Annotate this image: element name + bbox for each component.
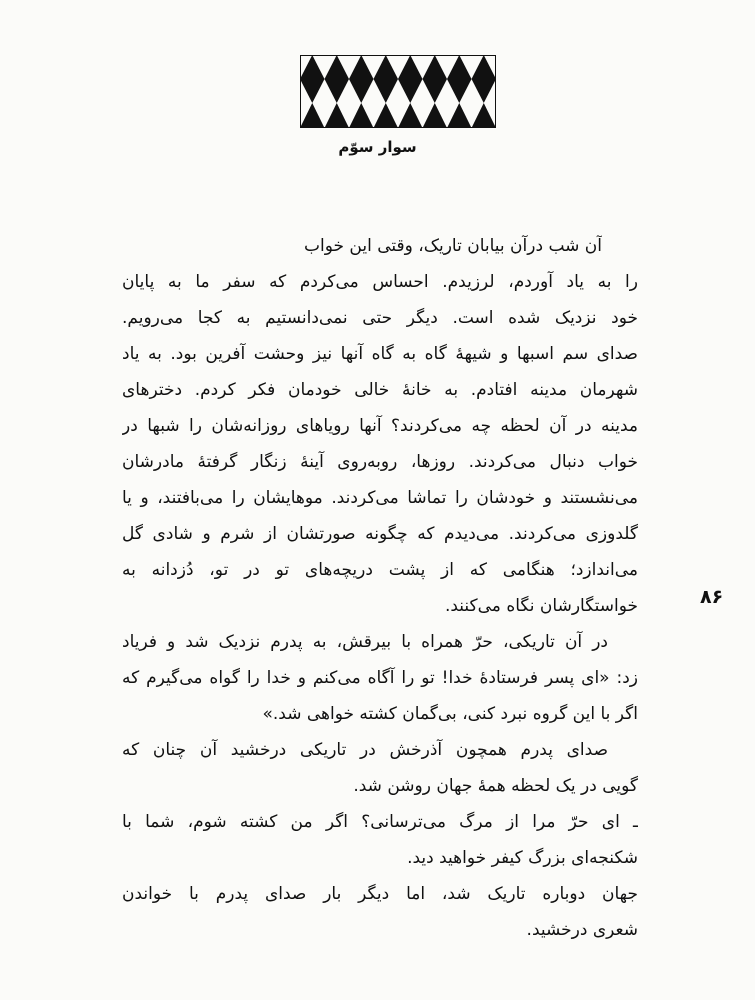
ornament-triangle <box>300 79 325 103</box>
ornament-triangle <box>398 103 423 128</box>
text-line: شهرمان مدینه افتادم. به خانهٔ خالی خودمان فکر کردم. دخترهای <box>122 380 638 400</box>
text-line: را به یاد آوردم، لرزیدم. احساس می‌کردم که سفر ما به پایان <box>122 272 638 292</box>
text-line: مدینه در آن لحظه چه می‌کردند؟ آنها رویاهای روزانه‌شان را شبها در <box>122 416 638 436</box>
triangle-ornament <box>300 55 496 128</box>
ornament-triangle <box>447 103 472 128</box>
text-line: گلدوزی می‌کردند. می‌دیدم که چگونه صورتشان از شرم و شادی گل <box>122 524 638 544</box>
ornament-triangle <box>300 55 325 79</box>
ornament-triangle <box>325 79 350 103</box>
ornament-triangle <box>325 55 350 79</box>
ornament-triangle <box>374 103 399 128</box>
text-line: شعری درخشید. <box>526 920 638 940</box>
text-line: صدای سم اسبها و شیههٔ گاه به گاه آنها نیز وحشت آفرین بود. به یاد <box>122 344 638 364</box>
text-line: اگر با این گروه نبرد کنی، بی‌گمان کشته خواهی شد.» <box>262 704 638 724</box>
chapter-title: سوار سوّم <box>338 138 417 156</box>
text-line: زد: «ای پسر فرستادهٔ خدا! تو را آگاه می‌کنم و خدا را گواه می‌گیرم که <box>122 668 638 688</box>
ornament-triangle <box>472 103 497 128</box>
ornament-triangle <box>472 79 497 103</box>
ornament-frame <box>301 56 496 128</box>
ornament-triangle <box>423 103 448 128</box>
ornament-triangle <box>398 79 423 103</box>
text-line: می‌اندازد؛ هنگامی که از پشت دریچه‌های تو در تو، دُزدانه به <box>122 560 638 580</box>
ornament-triangle <box>325 103 350 128</box>
ornament-triangle <box>447 55 472 79</box>
text-line: خواستگارشان نگاه می‌کنند. <box>444 596 638 616</box>
text-line: در آن تاریکی، حرّ همراه با بیرقش، به پدرم نزدیک شد و فریاد <box>122 632 608 652</box>
ornament-triangle <box>374 79 399 103</box>
text-line: خود نزدیک شده است. دیگر حتی نمی‌دانستیم به کجا می‌رویم. <box>122 308 638 328</box>
ornament-triangle <box>423 79 448 103</box>
text-line: خواب دنبال می‌کردند. روزها، روبه‌روی آینهٔ زنگار گرفتهٔ مادرشان <box>122 452 638 472</box>
ornament-triangle <box>472 55 497 79</box>
text-line: می‌نشستند و خودشان را تماشا می‌کردند. موهایشان را می‌بافتند، و یا <box>122 488 638 508</box>
ornament-triangle <box>349 79 374 103</box>
text-line: آن شب درآن بیابان تاریک، وقتی این خواب <box>304 236 602 256</box>
ornament-triangle <box>423 55 448 79</box>
text-line: گویی در یک لحظه همهٔ جهان روشن شد. <box>353 776 638 796</box>
ornament-triangle <box>349 55 374 79</box>
ornament-triangle <box>447 79 472 103</box>
ornament-triangle <box>374 55 399 79</box>
text-line: شکنجه‌ای بزرگ کیفر خواهید دید. <box>407 848 638 868</box>
ornament-triangle <box>300 103 325 128</box>
page-number: ۸۶ <box>700 586 724 608</box>
ornament-triangle <box>349 103 374 128</box>
ornament-triangle <box>398 55 423 79</box>
text-line: ـ ای حرّ مرا از مرگ می‌ترسانی؟ اگر من کشته شوم، شما با <box>122 812 638 832</box>
text-line: جهان دوباره تاریک شد، اما دیگر بار صدای پدرم با خواندن <box>122 884 638 904</box>
text-line: صدای پدرم همچون آذرخش در تاریکی درخشید آن چنان که <box>122 740 608 760</box>
